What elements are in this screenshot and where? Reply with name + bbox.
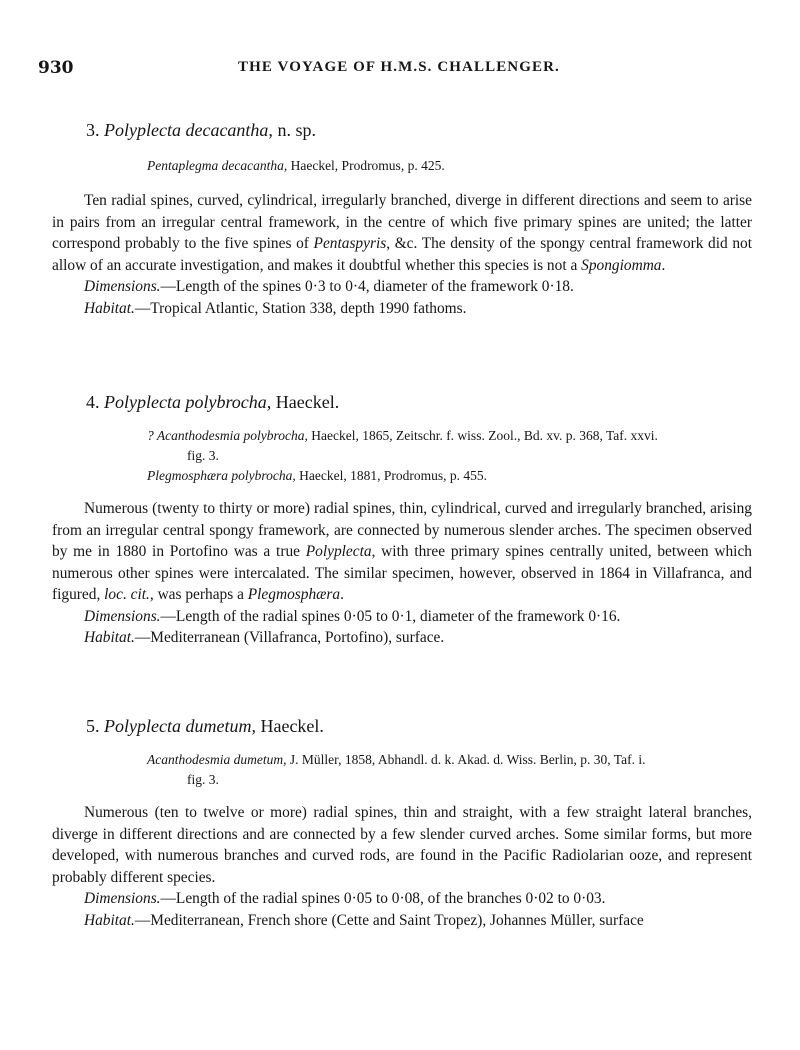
synonym-line: Acanthodesmia dumetum, J. Müller, 1858, Abhandl. d. k. Akad. d. Wiss. Berlin, p. 30, Taf. i. fig. 3. [147, 752, 646, 787]
species-entry-3 [52, 120, 752, 319]
synonym-line: Plegmosphæra polybrocha, Haeckel, 1881, Prodromus, p. 455. [147, 468, 487, 483]
dimensions: Dimensions.—Length of the radial spines 0·05 to 0·1, diameter of the framework 0·16. [84, 607, 621, 625]
species-name: Polyplecta decacantha, [104, 120, 273, 140]
running-title: THE VOYAGE OF H.M.S. CHALLENGER. [238, 59, 560, 75]
dimensions: Dimensions.—Length of the spines 0·3 to 0·4, diameter of the framework 0·18. [84, 278, 574, 295]
habitat: Habitat.—Mediterranean (Villafranca, Portofino), surface. [84, 629, 445, 646]
species-entry-4 [52, 392, 752, 649]
synonym-line: ? Acanthodesmia polybrocha, Haeckel, 1865, Zeitschr. f. wiss. Zool., Bd. xv. p. 368, Taf. xxvi. fig. 3. [147, 428, 658, 463]
habitat: Habitat.—Tropical Atlantic, Station 338, depth 1990 fathoms. [84, 299, 467, 317]
synonym-line: Pentaplegma decacantha, Haeckel, Prodromus, p. 425. [147, 158, 445, 173]
species-name: Polyplecta polybrocha, [104, 392, 272, 412]
description: Numerous (twenty to thirty or more) radial spines, thin, cylindrical, curved and irregularly branched, arising from an irregular central spongy framework, are connected by numerous slender arches. The specimen observed by me in 1880 in Portofino was a true Polyplecta, with three primary spines centrally united, between which numerous other spines were intercalated. The similar specimen, however, observed in 1864 in Villafranca, and figured, loc. cit., was perhaps a Plegmosphæra. [52, 500, 752, 603]
dimensions: Dimensions.—Length of the radial spines 0·05 to 0·08, of the branches 0·02 to 0·03. [84, 890, 606, 907]
page-number: 930 [38, 58, 74, 78]
page-header [38, 58, 778, 82]
species-name: Polyplecta dumetum, [104, 716, 256, 736]
species-entry-5 [52, 716, 752, 931]
species-heading: 4. Polyplecta polybrocha, Haeckel. [86, 392, 340, 412]
species-heading: 5. Polyplecta dumetum, Haeckel. [86, 716, 324, 736]
description: Numerous (ten to twelve or more) radial spines, thin and straight, with a few straight lateral branches, diverge in different directions and are connected by a few slender curved arches. Some similar forms, but more developed, with numerous branches and curved rods, are found in the Pacific Radiolarian ooze, and represent probably different species. [52, 804, 752, 886]
species-heading: 3. Polyplecta decacantha, n. sp. [86, 120, 316, 140]
habitat: Habitat.—Mediterranean, French shore (Cette and Saint Tropez), Johannes Müller, surface [84, 911, 644, 929]
description: Ten radial spines, curved, cylindrical, irregularly branched, diverge in different directions and seem to arise in pairs from an irregular central framework, in the centre of which five primary spines are united; the latter correspond probably to the five spines of Pentaspyris, &c. The density of the spongy central framework did not allow of an accurate investigation, and makes it doubtful whether this species is not a Spongiomma. [52, 192, 752, 274]
